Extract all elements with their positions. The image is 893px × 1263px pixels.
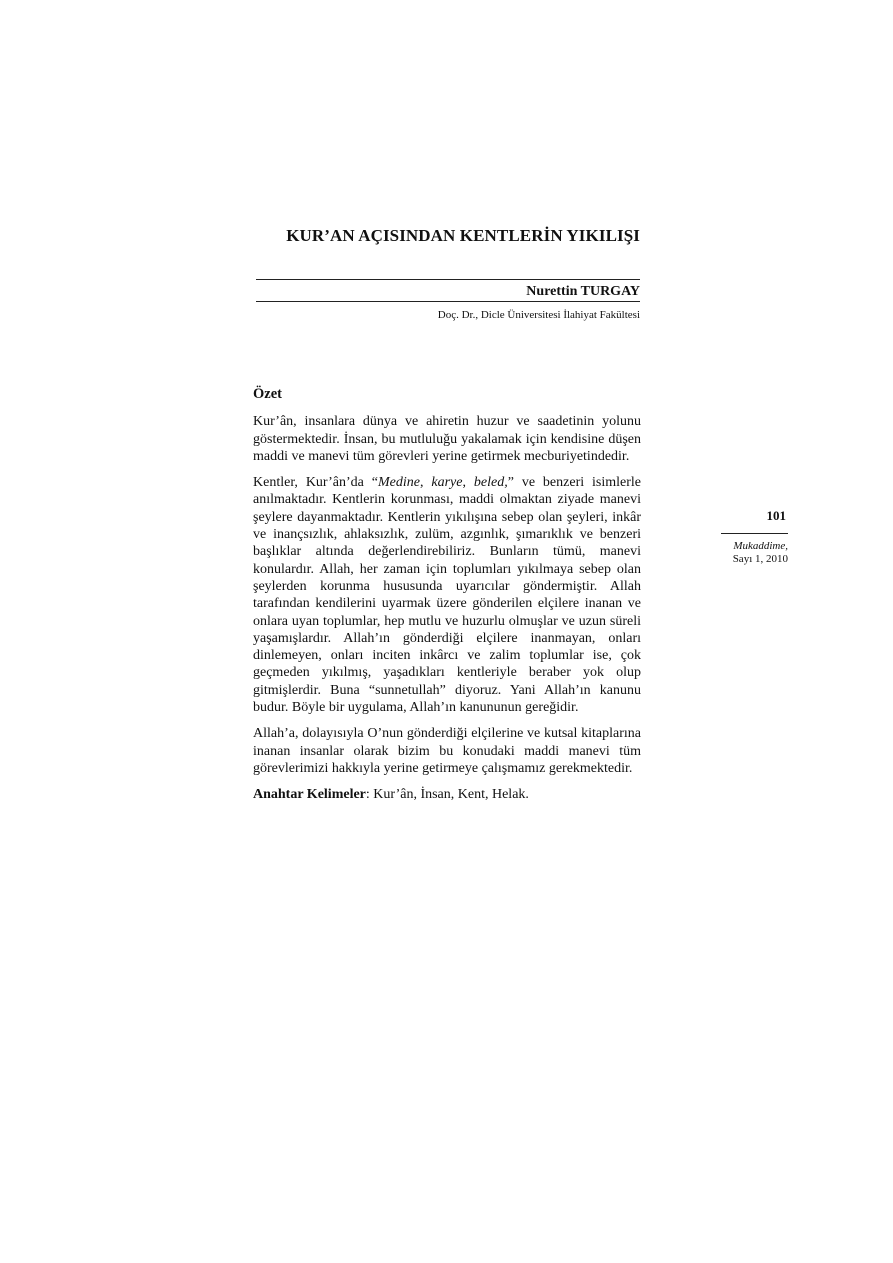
title-rule-top	[256, 279, 640, 280]
term-beled: beled,	[473, 475, 508, 491]
journal-name: Mukaddime,	[733, 540, 788, 552]
journal-issue: Sayı 1, 2010	[732, 553, 788, 565]
page-number: 101	[766, 508, 786, 523]
p2-separator: ,	[419, 475, 432, 491]
abstract-paragraph-3: Allah’a, dolayısıyla O’nun gönderdiği elçilerine ve kutsal kitaplarına inanan insanlar olarak bizim bu konudaki maddi manevi tüm görevlerimizi hakkıyla yerine getirmeye çalışmamız gerekmektedir.	[253, 726, 641, 776]
author-affiliation: Doç. Dr., Dicle Üniversitesi İlahiyat Fakültesi	[437, 309, 640, 321]
abstract-heading: Özet	[253, 386, 282, 402]
journal-citation	[720, 540, 788, 566]
keywords-label: Anahtar Kelimeler	[253, 787, 366, 803]
abstract-paragraph-1: Kur’ân, insanlara dünya ve ahiretin huzur ve saadetinin yolunu göstermektedir. İnsan, bu mutluluğu yakalamak için kendisine düşen maddi ve manevi tüm görevleri yerine getirmek mecburiyetindedir.	[253, 414, 641, 464]
author-name: Nurettin TURGAY	[526, 284, 640, 299]
abstract-section	[253, 386, 641, 813]
term-medine: Medine	[377, 475, 420, 491]
abstract-paragraph-2	[253, 474, 641, 716]
title-rule-bottom	[256, 301, 640, 302]
margin-rule	[721, 533, 788, 534]
margin-note	[720, 508, 788, 566]
p2-body: ” ve benzeri isimlerle anılmaktadır. Kentlerin korunması, maddi olmaktan ziyade manevi şeylere dayanmaktadır. Kentlerin yıkılışına sebep olan şeyleri, inkâr ve inançsızlık, ahlaksızlık, zulüm, azgınlık, şımarıklık ve benzeri başlıklar altında değerlendirebiliriz. Bunların tümü, manevi konulardır. Allah, her zaman için toplumları yıkılmaya sebep olan şeylerden korunma hususunda uyarıcılar göndermiştir. Allah tarafından kendilerini uyarmak üzere gönderilen elçilere inanan ve onlara uyan toplumlar, hep mutlu ve huzurlu olmuşlar ve uzun süreli yaşamışlardır. Allah’ın gönderdiği elçilere inanmayan, onları dinlemeyen, onları inciten inkârcı ve zalim toplumlar ise, çok geçmeden yıkılmış, yaşadıkları kentleriyle beraber yok olup gitmişlerdir. Buna “sunnetullah” diyoruz. Yani Allah’ın kanunu budur. Böyle bir uygulama, Allah’ın kanununun gereğidir.	[253, 475, 642, 716]
article-title: KUR’AN AÇISINDAN KENTLERİN YIKILIŞI	[286, 226, 640, 245]
keywords-text: : Kur’ân, İnsan, Kent, Helak.	[365, 787, 529, 803]
keywords-line	[253, 786, 641, 803]
p2-separator: ,	[462, 475, 474, 491]
term-karye: karye	[431, 475, 463, 491]
p2-lead: Kentler, Kur’ân’da “	[253, 475, 378, 491]
